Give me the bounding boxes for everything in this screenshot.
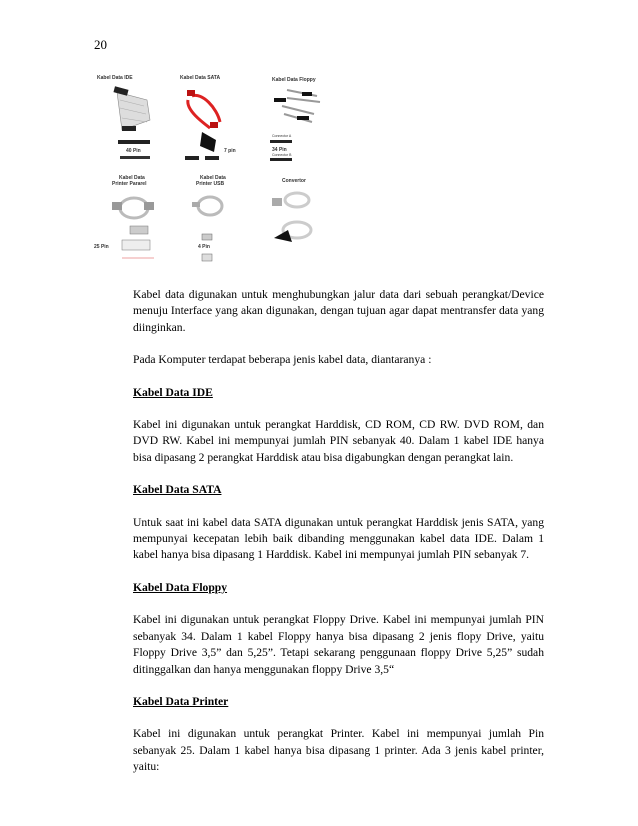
- ide-cable-image: [113, 86, 150, 131]
- label-25pin: 25 Pin: [94, 244, 109, 250]
- label-7pin: 7 pin: [224, 148, 236, 154]
- document-body: [133, 287, 544, 776]
- label-floppy: Kabel Data Floppy: [272, 77, 316, 83]
- ide-connector-image: [118, 140, 150, 144]
- sata-cable-image: [187, 90, 220, 128]
- svg-text:Kabel Data: Kabel Data: [119, 175, 145, 181]
- floppy-cable-image: [274, 90, 320, 122]
- svg-text:Kabel Data: Kabel Data: [200, 175, 226, 181]
- label-34pin: 34 Pin: [272, 147, 287, 153]
- sata-plug-image: [200, 132, 216, 152]
- sata-heading: Kabel Data SATA: [133, 483, 222, 497]
- svg-text:Printer Pararel: Printer Pararel: [112, 181, 147, 187]
- printer-paragraph: Kabel ini digunakan untuk perangkat Printer. Kabel ini mempunyai jumlah Pin sebanyak 25. Dalam 1 kabel hanya bisa dipasang 1 printer. Ada 3 jenis kabel printer, yaitu:: [133, 727, 544, 774]
- list-intro-paragraph: Pada Komputer terdapat beberapa jenis kabel data, diantaranya :: [133, 353, 432, 367]
- svg-text:Connector B: Connector B: [272, 153, 292, 157]
- cable-illustration: [92, 70, 342, 270]
- label-sata: Kabel Data SATA: [180, 75, 221, 81]
- converter-cable-image: [272, 193, 311, 242]
- usb-cable-image: [192, 197, 222, 215]
- parallel-cable-image: [112, 198, 154, 218]
- floppy-paragraph: Kabel ini digunakan untuk perangkat Floppy Drive. Kabel ini mempunyai jumlah PIN sebanyak 34. Dalam 1 kabel Floppy hanya bisa dipasang 2 jenis flopy Drive, yaitu Floppy Drive 3,5” dan 5,25”. Tetapi sekarang penggunaan floppy Drive 5,25” sudah ditinggalkan dan hanya menggunakan floppy Drive 3,5“: [133, 613, 544, 676]
- intro-paragraph: Kabel data digunakan untuk menghubungkan jalur data dari sebuah perangkat/Device menuju Interface yang akan digunakan, dengan tujuan agar dapat mentransfer data yang diinginkan.: [133, 288, 544, 334]
- usb-connector-image: [202, 234, 212, 240]
- page-number: 20: [94, 37, 107, 52]
- svg-text:Connector A: Connector A: [272, 134, 292, 138]
- cable-figure: [92, 70, 342, 270]
- sata-paragraph: Untuk saat ini kabel data SATA digunakan untuk perangkat Harddisk jenis SATA, yang mempunyai kecepatan lebih baik dibanding menggunakan kabel data IDE. Dalam 1 kabel hanya bisa dipasang 1 Harddisk. Kabel ini mempunyai jumlah PIN sebanyak 7.: [133, 515, 544, 562]
- label-4pin: 4 Pin: [198, 244, 210, 250]
- label-ide: Kabel Data IDE: [97, 75, 133, 81]
- floppy-heading: Kabel Data Floppy: [133, 580, 228, 594]
- ide-paragraph: Kabel ini digunakan untuk perangkat Harddisk, CD ROM, CD RW. DVD ROM, dan DVD RW. Kabel ini mempunyai jumlah PIN sebanyak 40. Dalam 1 kabel IDE hanya bisa dipasang 2 perangkat Harddisk atau bisa digabungkan dengan perangkat lain.: [133, 418, 544, 464]
- ide-heading: Kabel Data IDE: [133, 385, 213, 399]
- label-converter: Convertor: [282, 178, 306, 184]
- printer-heading: Kabel Data Printer: [133, 694, 229, 708]
- label-40pin: 40 Pin: [126, 148, 141, 154]
- db25-connector-image: [130, 226, 148, 234]
- svg-text:Printer USB: Printer USB: [196, 181, 225, 187]
